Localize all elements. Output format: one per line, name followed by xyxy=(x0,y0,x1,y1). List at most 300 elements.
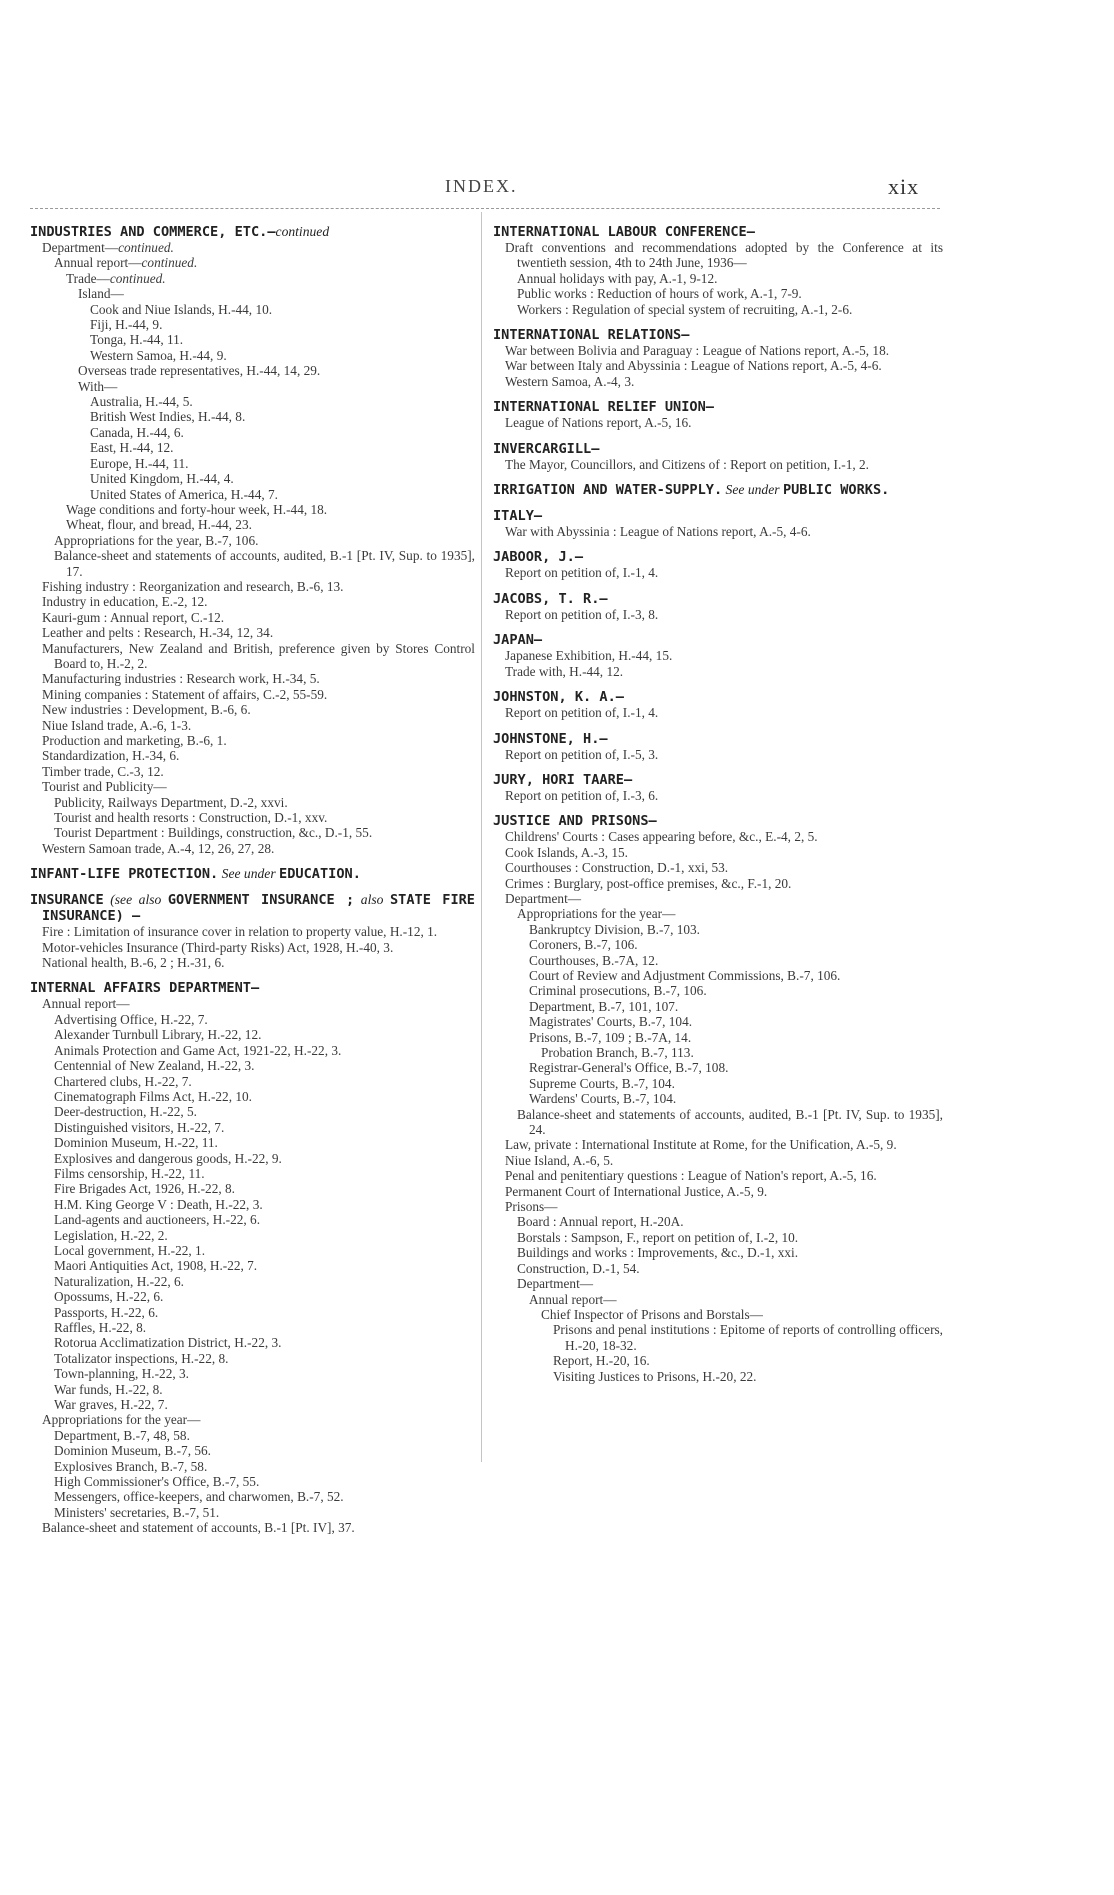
entry-text: INDUSTRIES AND COMMERCE, ETC.— xyxy=(30,224,276,240)
entry-spacer xyxy=(493,721,943,731)
index-entry xyxy=(54,825,475,840)
index-entry xyxy=(529,968,943,983)
index-entry xyxy=(42,955,475,970)
entry-text: JURY, HORI TAARE— xyxy=(493,771,633,788)
index-entry xyxy=(505,876,943,891)
index-entry xyxy=(42,702,475,717)
entry-spacer xyxy=(30,882,475,892)
entry-text: Fiji, H.-44, 9. xyxy=(90,317,163,333)
entry-text: Court of Review and Adjustment Commissions, B.-7, 106. xyxy=(529,967,841,983)
entry-spacer xyxy=(493,472,943,482)
index-entry xyxy=(505,415,943,430)
index-entry xyxy=(42,641,475,672)
entry-text: Opossums, H.-22, 6. xyxy=(54,1289,164,1305)
entry-text: Manufacturing industries : Research work, H.-34, 5. xyxy=(42,671,320,687)
index-entry xyxy=(54,1089,475,1104)
index-entry xyxy=(54,1212,475,1227)
index-entry xyxy=(529,1060,943,1075)
entry-text: (see also xyxy=(103,892,168,908)
index-heading xyxy=(493,327,943,343)
entry-text: Courthouses, B.-7A, 12. xyxy=(529,952,659,968)
index-entry xyxy=(42,671,475,686)
entry-text: Courthouses : Construction, D.-1, xxi, 53. xyxy=(505,860,729,876)
entry-text: Workers : Regulation of special system of recruiting, A.-1, 2-6. xyxy=(517,301,853,317)
entry-text: Tourist and health resorts : Construction, D.-1, xxv. xyxy=(54,810,328,826)
index-entry xyxy=(54,1351,475,1366)
entry-text: Annual report— xyxy=(42,996,130,1012)
entry-text: Legislation, H.-22, 2. xyxy=(54,1227,168,1243)
entry-text: Trade— xyxy=(66,270,110,286)
entry-text: Australia, H.-44, 5. xyxy=(90,394,193,410)
entry-text: Cook Islands, A.-3, 15. xyxy=(505,844,628,860)
index-entry xyxy=(505,607,943,622)
entry-text: IRRIGATION AND WATER-SUPPLY. xyxy=(493,482,723,499)
entry-text: Appropriations for the year— xyxy=(517,906,676,922)
entry-text: JAPAN— xyxy=(493,632,543,649)
entry-text: Visiting Justices to Prisons, H.-20, 22. xyxy=(553,1368,757,1384)
index-entry xyxy=(90,348,475,363)
index-heading xyxy=(493,441,943,457)
entry-text: Town-planning, H.-22, 3. xyxy=(54,1366,189,1382)
index-entry xyxy=(66,271,475,286)
entry-text: Western Samoan trade, A.-4, 12, 26, 27, 28. xyxy=(42,840,275,856)
entry-text: War funds, H.-22, 8. xyxy=(54,1381,163,1397)
index-entry xyxy=(529,1091,943,1106)
entry-text: INTERNATIONAL RELATIONS— xyxy=(493,327,690,344)
entry-text: See under xyxy=(218,866,280,882)
index-entry xyxy=(54,1489,475,1504)
entry-text: Films censorship, H.-22, 11. xyxy=(54,1165,205,1181)
entry-text: ITALY— xyxy=(493,508,543,525)
entry-text: Department— xyxy=(42,240,119,255)
entry-text: Publicity, Railways Department, D.-2, xxvi. xyxy=(54,794,288,810)
entry-text: INTERNAL AFFAIRS DEPARTMENT— xyxy=(30,980,260,997)
index-entry xyxy=(517,302,943,317)
index-entry xyxy=(505,1153,943,1168)
entry-spacer xyxy=(493,622,943,632)
index-entry xyxy=(517,271,943,286)
page-header xyxy=(0,176,1114,204)
entry-text: continued. xyxy=(109,270,166,286)
entry-text: Fire Brigades Act, 1926, H.-22, 8. xyxy=(54,1181,235,1197)
index-entry xyxy=(54,1120,475,1135)
index-entry xyxy=(66,517,475,532)
index-heading xyxy=(30,892,475,924)
entry-spacer xyxy=(493,431,943,441)
entry-text: INVERCARGILL— xyxy=(493,440,600,457)
index-entry xyxy=(517,1230,943,1245)
index-entry xyxy=(54,1043,475,1058)
index-entry xyxy=(54,533,475,548)
index-entry xyxy=(505,457,943,472)
index-entry xyxy=(517,906,943,921)
entry-text: East, H.-44, 12. xyxy=(90,440,174,456)
index-entry xyxy=(66,502,475,517)
index-heading xyxy=(30,224,475,240)
index-entry xyxy=(54,1058,475,1073)
entry-text: Cinematograph Films Act, H.-22, 10. xyxy=(54,1088,252,1104)
entry-text: Advertising Office, H.-22, 7. xyxy=(54,1011,208,1027)
entry-text: Appropriations for the year, B.-7, 106. xyxy=(54,532,259,548)
index-entry xyxy=(54,1443,475,1458)
index-entry xyxy=(54,1181,475,1196)
entry-text: Annual holidays with pay, A.-1, 9-12. xyxy=(517,270,718,286)
entry-text: The Mayor, Councillors, and Citizens of : Report on petition, I.-1, 2. xyxy=(505,456,869,472)
index-entry xyxy=(553,1322,943,1353)
index-entry xyxy=(54,1012,475,1027)
entry-text: Supreme Courts, B.-7, 104. xyxy=(529,1075,675,1091)
index-entry xyxy=(90,394,475,409)
entry-text: STATE FIRE INSURANCE) — xyxy=(42,892,475,925)
entry-text: PUBLIC WORKS. xyxy=(782,482,890,499)
entry-text: Balance-sheet and statements of accounts, audited, B.-1 [Pt. IV, Sup. to 1935], 17. xyxy=(54,548,475,579)
index-entry xyxy=(54,1104,475,1119)
index-heading xyxy=(493,224,943,240)
entry-text: Production and marketing, B.-6, 1. xyxy=(42,733,227,748)
entry-text: Overseas trade representatives, H.-44, 14, 29. xyxy=(78,363,321,379)
entry-text: United States of America, H.-44, 7. xyxy=(90,486,278,502)
entry-text: continued. xyxy=(141,255,198,271)
entry-text: Canada, H.-44, 6. xyxy=(90,424,184,440)
index-entry xyxy=(505,1199,943,1214)
column-divider xyxy=(481,212,482,1462)
index-heading xyxy=(493,772,943,788)
index-entry xyxy=(54,1074,475,1089)
index-entry xyxy=(505,1168,943,1183)
index-entry xyxy=(505,860,943,875)
entry-text: Local government, H.-22, 1. xyxy=(54,1242,206,1258)
index-heading xyxy=(493,482,943,498)
entry-text: Manufacturers, New Zealand and British, preference given by Stores Control Board to, H.-2, 2. xyxy=(42,640,475,671)
index-entry xyxy=(529,1292,943,1307)
entry-text: Motor-vehicles Insurance (Third-party Risks) Act, 1928, H.-40, 3. xyxy=(42,939,394,955)
entry-text: Wheat, flour, and bread, H.-44, 23. xyxy=(66,517,252,533)
entry-text: Chief Inspector of Prisons and Borstals— xyxy=(541,1306,763,1322)
index-entry xyxy=(90,332,475,347)
index-heading xyxy=(493,632,943,648)
entry-spacer xyxy=(493,539,943,549)
entry-text: H.M. King George V : Death, H.-22, 3. xyxy=(54,1196,263,1212)
entry-text: Japanese Exhibition, H.-44, 15. xyxy=(505,648,673,664)
index-entry xyxy=(42,1520,475,1535)
index-entry xyxy=(90,317,475,332)
entry-text: Fire : Limitation of insurance cover in relation to property value, H.-12, 1. xyxy=(42,924,438,940)
index-heading xyxy=(493,813,943,829)
entry-text: Niue Island trade, A.-6, 1-3. xyxy=(42,717,192,733)
entry-text: Industry in education, E.-2, 12. xyxy=(42,594,208,610)
index-entry xyxy=(42,779,475,794)
index-entry xyxy=(42,610,475,625)
entry-text: Prisons and penal institutions : Epitome of reports of controlling officers, H.-20, 18-32. xyxy=(553,1322,943,1353)
index-entry xyxy=(78,363,475,378)
entry-text: JOHNSTON, K. A.— xyxy=(493,689,624,706)
index-entry xyxy=(529,922,943,937)
entry-text: Alexander Turnbull Library, H.-22, 12. xyxy=(54,1027,262,1043)
entry-text: Ministers' secretaries, B.-7, 51. xyxy=(54,1504,220,1520)
entry-text: Animals Protection and Game Act, 1921-22, H.-22, 3. xyxy=(54,1042,342,1058)
entry-spacer xyxy=(30,856,475,866)
entry-text: Messengers, office-keepers, and charwomen, B.-7, 52. xyxy=(54,1489,344,1505)
index-entry xyxy=(529,937,943,952)
index-heading xyxy=(493,689,943,705)
entry-text: Law, private : International Institute at Rome, for the Unification, A.-5, 9. xyxy=(505,1137,897,1153)
entry-text: continued. xyxy=(118,240,174,255)
entry-text: Rotorua Acclimatization District, H.-22, 3. xyxy=(54,1335,282,1351)
index-entry xyxy=(54,1274,475,1289)
entry-text: Leather and pelts : Research, H.-34, 12, 34. xyxy=(42,625,274,641)
index-entry xyxy=(54,1289,475,1304)
index-entry xyxy=(54,1428,475,1443)
entry-spacer xyxy=(493,498,943,508)
entry-text: Deer-destruction, H.-22, 5. xyxy=(54,1104,197,1120)
entry-text: JOHNSTONE, H.— xyxy=(493,730,608,747)
entry-text: Report on petition of, I.-5, 3. xyxy=(505,746,659,762)
entry-text: Permanent Court of International Justice, A.-5, 9. xyxy=(505,1183,768,1199)
entry-text: Appropriations for the year— xyxy=(42,1412,201,1428)
index-entry xyxy=(90,440,475,455)
entry-text: Tonga, H.-44, 11. xyxy=(90,332,184,348)
entry-text: Western Samoa, H.-44, 9. xyxy=(90,347,227,363)
entry-text: Dominion Museum, B.-7, 56. xyxy=(54,1443,211,1459)
index-entry xyxy=(90,487,475,502)
entry-text: Raffles, H.-22, 8. xyxy=(54,1320,147,1335)
entry-text: Distinguished visitors, H.-22, 7. xyxy=(54,1119,225,1135)
index-entry xyxy=(541,1307,943,1322)
index-heading xyxy=(493,591,943,607)
index-entry xyxy=(42,733,475,748)
index-entry xyxy=(54,1151,475,1166)
index-entry xyxy=(505,1137,943,1152)
index-entry xyxy=(505,891,943,906)
entry-text: High Commissioner's Office, B.-7, 55. xyxy=(54,1474,260,1490)
index-entry xyxy=(42,718,475,733)
entry-text: INFANT-LIFE PROTECTION. xyxy=(30,866,219,883)
index-entry xyxy=(505,240,943,271)
entry-text: Europe, H.-44, 11. xyxy=(90,455,189,471)
entry-text: Maori Antiquities Act, 1908, H.-22, 7. xyxy=(54,1258,258,1274)
entry-spacer xyxy=(493,679,943,689)
index-entry xyxy=(505,829,943,844)
entry-text: Wage conditions and forty-hour week, H.-44, 18. xyxy=(66,501,328,517)
index-entry xyxy=(553,1369,943,1384)
index-entry xyxy=(54,1228,475,1243)
entry-text: Passports, H.-22, 6. xyxy=(54,1304,159,1320)
index-entry xyxy=(54,1382,475,1397)
entry-text: JACOBS, T. R.— xyxy=(493,590,608,607)
entry-text: War graves, H.-22, 7. xyxy=(54,1397,168,1413)
entry-text: Dominion Museum, H.-22, 11. xyxy=(54,1135,218,1151)
entry-text: Fishing industry : Reorganization and research, B.-6, 13. xyxy=(42,578,344,594)
index-entry xyxy=(517,1107,943,1138)
entry-text: Kauri-gum : Annual report, C.-12. xyxy=(42,609,225,625)
index-entry xyxy=(541,1045,943,1060)
index-entry xyxy=(517,1276,943,1291)
index-entry xyxy=(54,1335,475,1350)
entry-text: Report on petition of, I.-1, 4. xyxy=(505,565,659,581)
entry-text: JABOOR, J.— xyxy=(493,549,584,566)
index-entry xyxy=(42,240,475,255)
entry-text: War with Abyssinia : League of Nations report, A.-5, 4-6. xyxy=(505,524,811,540)
entry-text: War between Bolivia and Paraguay : League of Nations report, A.-5, 18. xyxy=(505,343,890,359)
entry-text: Draft conventions and recommendations adopted by the Conference at its twentieth session, 4th to 24th June, 1936— xyxy=(505,240,943,271)
index-column-left xyxy=(30,224,475,1536)
entry-text: Centennial of New Zealand, H.-22, 3. xyxy=(54,1058,255,1074)
page-title: INDEX. xyxy=(445,176,518,196)
entry-spacer xyxy=(493,803,943,813)
index-entry xyxy=(505,374,943,389)
index-entry xyxy=(505,747,943,762)
index-entry xyxy=(54,1397,475,1412)
index-entry xyxy=(54,1197,475,1212)
index-entry xyxy=(505,648,943,663)
entry-text: National health, B.-6, 2 ; H.-31, 6. xyxy=(42,955,225,971)
entry-text: Standardization, H.-34, 6. xyxy=(42,748,180,764)
index-entry xyxy=(54,795,475,810)
index-entry xyxy=(529,953,943,968)
entry-text: Criminal prosecutions, B.-7, 106. xyxy=(529,983,707,999)
entry-text: Board : Annual report, H.-20A. xyxy=(517,1214,684,1230)
index-entry xyxy=(42,594,475,609)
index-entry xyxy=(42,1412,475,1427)
index-entry xyxy=(54,1135,475,1150)
entry-text: Report on petition of, I.-3, 6. xyxy=(505,787,659,803)
index-entry xyxy=(42,579,475,594)
index-entry xyxy=(505,565,943,580)
index-entry xyxy=(54,548,475,579)
index-entry xyxy=(54,1366,475,1381)
index-entry xyxy=(42,748,475,763)
entry-text: Report, H.-20, 16. xyxy=(553,1353,650,1369)
index-entry xyxy=(529,1076,943,1091)
entry-text: Chartered clubs, H.-22, 7. xyxy=(54,1073,192,1089)
index-entry xyxy=(54,255,475,270)
index-column-right xyxy=(493,224,943,1384)
entry-text: Trade with, H.-44, 12. xyxy=(505,663,624,679)
entry-text: Childrens' Courts : Cases appearing before, &c., E.-4, 2, 5. xyxy=(505,829,818,845)
entry-text: Penal and penitentiary questions : League of Nation's report, A.-5, 16. xyxy=(505,1168,877,1184)
entry-spacer xyxy=(493,389,943,399)
index-entry xyxy=(529,1014,943,1029)
entry-text: Wardens' Courts, B.-7, 104. xyxy=(529,1091,677,1107)
entry-text: Totalizator inspections, H.-22, 8. xyxy=(54,1350,229,1366)
page-number: xix xyxy=(888,174,920,199)
entry-text: INTERNATIONAL RELIEF UNION— xyxy=(493,399,714,416)
index-entry xyxy=(553,1353,943,1368)
entry-text: GOVERNMENT INSURANCE ; xyxy=(167,892,355,909)
index-entry xyxy=(517,286,943,301)
index-entry xyxy=(42,687,475,702)
index-entry xyxy=(90,471,475,486)
entry-text: Report on petition of, I.-1, 4. xyxy=(505,705,659,721)
index-entry xyxy=(505,358,943,373)
entry-text: INSURANCE xyxy=(30,892,104,909)
index-entry xyxy=(529,999,943,1014)
entry-text: Coroners, B.-7, 106. xyxy=(529,937,638,953)
index-entry xyxy=(54,1027,475,1042)
entry-text: War between Italy and Abyssinia : League of Nations report, A.-5, 4-6. xyxy=(505,358,882,374)
entry-spacer xyxy=(493,581,943,591)
index-entry xyxy=(505,664,943,679)
entry-text: continued xyxy=(275,224,330,239)
entry-text: Department— xyxy=(517,1276,594,1292)
index-entry xyxy=(90,409,475,424)
index-entry xyxy=(78,286,475,301)
entry-text: Prisons, B.-7, 109 ; B.-7A, 14. xyxy=(529,1029,692,1045)
entry-text: Department— xyxy=(505,890,582,906)
entry-text: Land-agents and auctioneers, H.-22, 6. xyxy=(54,1212,261,1228)
index-heading xyxy=(30,980,475,996)
entry-text: Mining companies : Statement of affairs, C.-2, 55-59. xyxy=(42,686,328,702)
index-entry xyxy=(90,425,475,440)
entry-text: JUSTICE AND PRISONS— xyxy=(493,813,657,830)
index-heading xyxy=(493,399,943,415)
entry-text: See under xyxy=(722,482,783,498)
index-heading xyxy=(30,866,475,882)
entry-text: Annual report— xyxy=(54,255,142,271)
entry-text: Island— xyxy=(78,286,124,302)
index-heading xyxy=(493,549,943,565)
entry-text: United Kingdom, H.-44, 4. xyxy=(90,471,234,487)
index-heading xyxy=(493,731,943,747)
index-entry xyxy=(529,983,943,998)
index-entry xyxy=(42,924,475,939)
index-entry xyxy=(517,1245,943,1260)
index-entry xyxy=(54,810,475,825)
header-rule xyxy=(30,208,940,209)
index-entry xyxy=(505,343,943,358)
index-entry xyxy=(42,764,475,779)
entry-text: Bankruptcy Division, B.-7, 103. xyxy=(529,921,701,937)
entry-text: Registrar-General's Office, B.-7, 108. xyxy=(529,1060,729,1076)
entry-text: League of Nations report, A.-5, 16. xyxy=(505,415,692,431)
entry-text: Tourist Department : Buildings, construction, &c., D.-1, 55. xyxy=(54,825,373,841)
entry-text: also xyxy=(354,892,390,908)
entry-spacer xyxy=(493,762,943,772)
index-entry xyxy=(90,302,475,317)
entry-text: Crimes : Burglary, post-office premises, &c., F.-1, 20. xyxy=(505,875,792,891)
index-heading xyxy=(493,508,943,524)
entry-text: Magistrates' Courts, B.-7, 104. xyxy=(529,1014,693,1030)
index-entry xyxy=(505,524,943,539)
entry-text: Explosives and dangerous goods, H.-22, 9. xyxy=(54,1150,282,1166)
entry-text: Tourist and Publicity— xyxy=(42,779,167,795)
index-entry xyxy=(54,1459,475,1474)
entry-text: With— xyxy=(78,378,118,394)
entry-text: Prisons— xyxy=(505,1199,558,1215)
index-entry xyxy=(90,456,475,471)
entry-text: INTERNATIONAL LABOUR CONFERENCE— xyxy=(493,224,755,240)
entry-text: Department, B.-7, 48, 58. xyxy=(54,1427,190,1443)
index-entry xyxy=(54,1474,475,1489)
index-entry xyxy=(78,379,475,394)
entry-text: Balance-sheet and statement of accounts, B.-1 [Pt. IV], 37. xyxy=(42,1520,355,1536)
index-entry xyxy=(517,1214,943,1229)
entry-text: Construction, D.-1, 54. xyxy=(517,1260,640,1276)
index-entry xyxy=(529,1030,943,1045)
entry-text: Western Samoa, A.-4, 3. xyxy=(505,373,635,389)
index-entry xyxy=(54,1166,475,1181)
index-entry xyxy=(42,996,475,1011)
entry-text: British West Indies, H.-44, 8. xyxy=(90,409,246,425)
index-entry xyxy=(505,1184,943,1199)
index-entry xyxy=(505,788,943,803)
entry-text: Annual report— xyxy=(529,1291,617,1307)
index-entry xyxy=(42,940,475,955)
entry-text: Timber trade, C.-3, 12. xyxy=(42,763,164,779)
entry-spacer xyxy=(30,970,475,980)
entry-text: Probation Branch, B.-7, 113. xyxy=(541,1045,694,1060)
entry-text: New industries : Development, B.-6, 6. xyxy=(42,702,251,718)
